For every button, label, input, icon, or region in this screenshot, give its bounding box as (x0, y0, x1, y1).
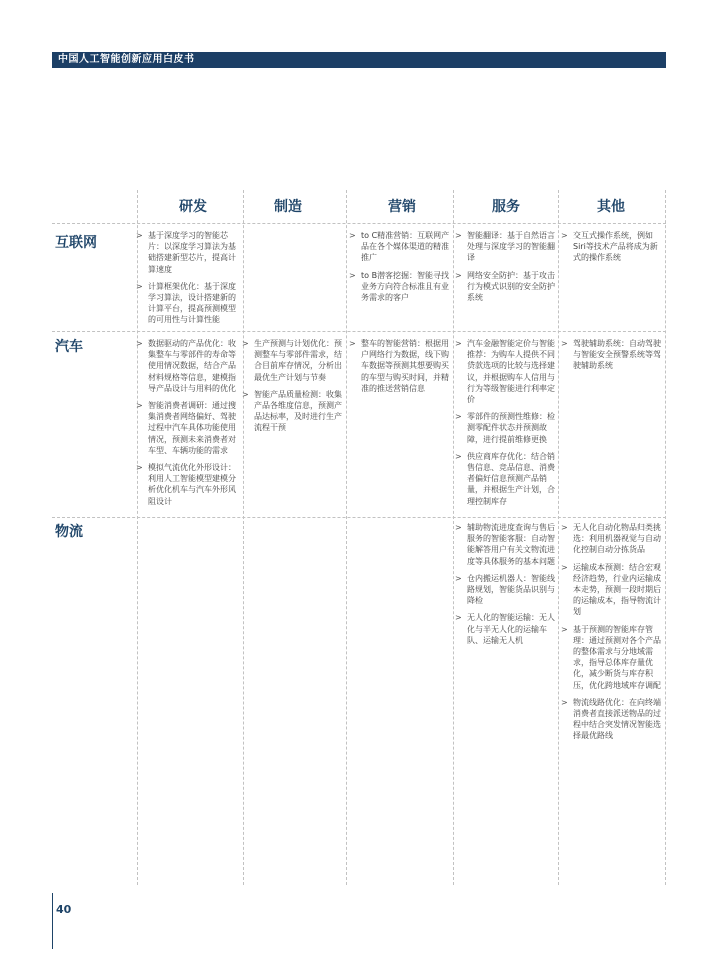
cell-logistics-service (455, 522, 556, 652)
list-item: > 辅助物流进度查询与售后服务的智能客服：自动智能解答用户有关文物流进度等具体服务的基本问题 (455, 523, 555, 566)
chevron-right-icon: > (455, 451, 462, 461)
column-divider (558, 190, 559, 885)
chevron-right-icon: > (561, 523, 568, 532)
chevron-right-icon: > (242, 339, 249, 348)
list-item: > 物流线路优化：在向终端消费者直接派送物品的过程中结合突发情况智能选择最优路线 (561, 697, 661, 741)
list-item: > 计算框架优化：基于深度学习算法，设计搭建新的计算平台，提高预测模型的可用性与计算性能 (136, 281, 236, 325)
column-header-service: 服务 (492, 199, 520, 215)
list-item: > 汽车金融智能定价与智能推荐：为购车人提供不同贷款选项的比较与选择建议，并根据购车人信用与行为等级智能进行利率定价 (455, 339, 555, 405)
document-header-banner: 中国人工智能创新应用白皮书 (52, 52, 666, 68)
row-divider (52, 517, 666, 518)
chevron-right-icon: > (455, 573, 462, 583)
cell-internet-marketing (349, 230, 451, 309)
list-item: > 基于深度学习的智能芯片：以深度学习算法为基础搭建新型芯片，提高计算速度 (136, 231, 236, 274)
column-divider (665, 190, 666, 885)
cell-automotive-rd (136, 338, 240, 513)
chevron-right-icon: > (136, 463, 143, 473)
row-label-internet: 互联网 (55, 235, 97, 251)
chevron-right-icon: > (561, 231, 568, 240)
row-label-automotive: 汽车 (55, 339, 83, 355)
chevron-right-icon: > (455, 613, 462, 623)
chevron-right-icon: > (455, 231, 462, 240)
chevron-right-icon: > (455, 412, 462, 422)
cell-automotive-service (455, 338, 556, 513)
chevron-right-icon: > (561, 562, 568, 572)
chevron-right-icon: > (136, 231, 143, 240)
list-item: > 智能消费者调研：通过搜集消费者网络偏好、驾驶过程中汽车具体功能使用情况，预测未来消费者对车型、车辆功能的需求 (136, 401, 236, 455)
cell-automotive-manufacturing (242, 338, 344, 440)
list-item: > 网络安全防护：基于攻击行为模式识别的安全防护系统 (455, 270, 555, 303)
list-item: > 无人化自动化物品归类挑选：利用机器视觉与自动化控制自动分拣货品 (561, 523, 661, 555)
chevron-right-icon: > (136, 401, 143, 411)
column-divider (453, 190, 454, 885)
list-item: > 模拟气流优化外形设计：利用人工智能模型建模分析优化机车与汽车外形风阻设计 (136, 463, 236, 506)
column-divider (346, 190, 347, 885)
list-item: > 智能翻译：基于自然语言处理与深度学习的智能翻译 (455, 231, 555, 263)
column-header-manufacturing: 制造 (274, 199, 302, 215)
list-item: > 生产预测与计划优化：预测整车与零部件需求，结合目前库存情况，分析出最优生产计划与节奏 (242, 339, 342, 382)
list-item: > 整车的智能营销：根据用户网络行为数据，线下购车数据等预测其想要购买的车型与购买时间，并精准的推送营销信息 (349, 339, 449, 393)
list-item: > 智能产品质量检测：收集产品各维度信息，预测产品达标率，及时进行生产流程干预 (242, 389, 342, 433)
list-item: > 零部件的预测性维修：检测零配件状态并预测故障，进行提前维修更换 (455, 412, 555, 444)
column-header-rd: 研发 (179, 199, 207, 215)
chevron-right-icon: > (455, 339, 462, 348)
chevron-right-icon: > (561, 339, 568, 348)
list-item: > 数据驱动的产品优化：收集整车与零部件的寿命等使用情况数据，结合产品材料规格等信息，建模指导产品设计与用料的优化 (136, 339, 236, 393)
chevron-right-icon: > (136, 339, 143, 348)
chevron-right-icon: > (349, 339, 356, 348)
page-number: 40 (56, 903, 72, 916)
column-header-marketing: 营销 (388, 199, 416, 215)
cell-internet-other (561, 230, 664, 270)
chevron-right-icon: > (136, 281, 143, 291)
cell-internet-service (455, 230, 556, 309)
list-item: > 基于预测的智能库存管理：通过预测对各个产品的整体需求与分地域需求，指导总体库存量优化，减少断货与库存积压，优化跨地域库存调配 (561, 624, 661, 690)
chevron-right-icon: > (455, 523, 462, 532)
list-item: > 仓内搬运机器人：智能线路规划，智能货品识别与降检 (455, 573, 555, 606)
list-item: > to C精准营销：互联网产品在各个媒体渠道的精准推广 (349, 231, 450, 263)
chevron-right-icon: > (561, 624, 568, 634)
list-item: > 驾驶辅助系统：自动驾驶与智能安全预警系统等驾驶辅助系统 (561, 339, 661, 371)
chevron-right-icon: > (349, 270, 356, 280)
page-number-rule (52, 893, 53, 949)
list-item: > 交互式操作系统，例如Siri等技术产品将成为新式的操作系统 (561, 231, 658, 263)
cell-internet-rd (136, 230, 240, 332)
column-header-other: 其他 (597, 199, 625, 215)
chevron-right-icon: > (455, 270, 462, 280)
cell-logistics-other (561, 522, 664, 748)
cell-automotive-marketing (349, 338, 451, 400)
list-item: > to B潜客挖掘：智能寻找业务方向符合标准且有业务需求的客户 (349, 270, 450, 303)
column-divider (243, 190, 244, 885)
row-divider (52, 223, 666, 224)
chevron-right-icon: > (349, 231, 356, 240)
list-item: > 运输成本预测：结合宏观经济趋势，行业内运输成本走势，预测一段时期后的运输成本，指导物流计划 (561, 562, 661, 617)
chevron-right-icon: > (242, 389, 249, 399)
chevron-right-icon: > (561, 697, 568, 707)
cell-automotive-other (561, 338, 664, 378)
row-label-logistics: 物流 (55, 524, 83, 540)
list-item: > 供应商库存优化：结合销售信息、竞品信息、消费者偏好信息预测产品销量，并根据生产计划，合理控制库存 (455, 451, 555, 506)
list-item: > 无人化的智能运输：无人化与半无人化的运输车队、运输无人机 (455, 613, 555, 645)
